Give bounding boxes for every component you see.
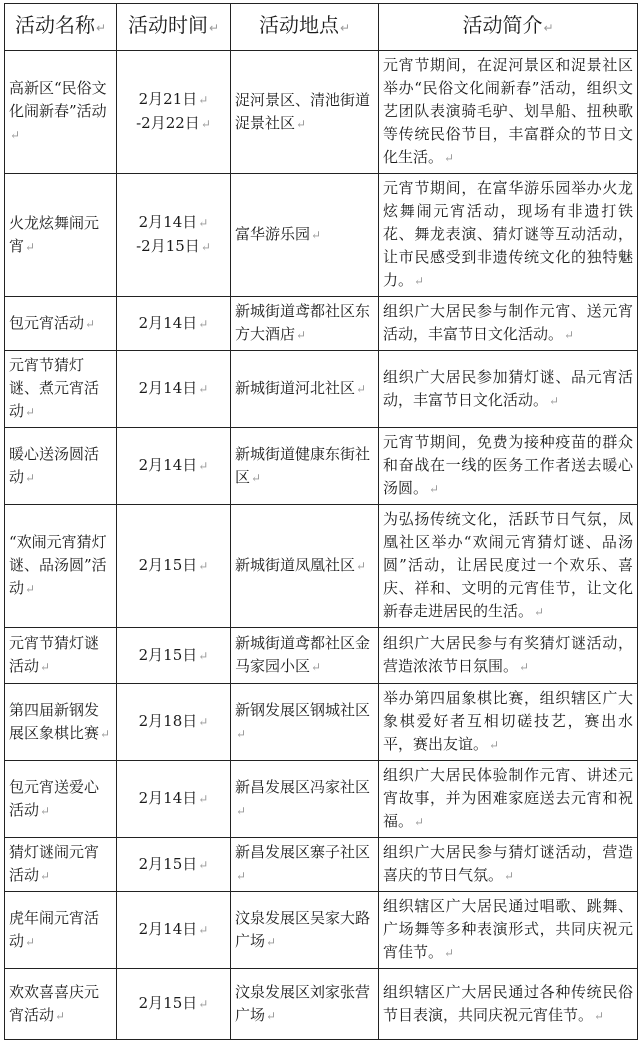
activity-time-cell: 2月14日↵ xyxy=(117,428,231,505)
activity-place-cell: 新城街道凤凰社区↵ xyxy=(231,505,379,628)
activity-desc-cell: 元宵节期间，免费为接种疫苗的群众和奋战在一线的医务工作者送去暖心汤圆。↵ xyxy=(379,428,638,505)
activity-place-cell: 新城街道鸢都社区东方大酒店↵ xyxy=(231,297,379,351)
activity-name-cell: 第四届新钢发展区象棋比赛↵ xyxy=(5,684,117,761)
activity-place-cell: 汶泉发展区吴家大路广场↵ xyxy=(231,892,379,969)
activity-desc-cell: 组织辖区广大居民通过唱歌、跳舞、广场舞等多种表演形式，共同庆祝元宵佳节。↵ xyxy=(379,892,638,969)
table-row xyxy=(5,628,638,684)
activity-name-cell: 元宵节猜灯谜、煮元宵活动↵ xyxy=(5,351,117,428)
activity-time-cell: 2月14日↵ xyxy=(117,892,231,969)
activity-time-cell: 2月14日↵ xyxy=(117,297,231,351)
table-row xyxy=(5,297,638,351)
header-place: 活动地点↵ xyxy=(231,4,379,51)
activity-time-cell: 2月15日↵ xyxy=(117,628,231,684)
activity-name-cell: 虎年闹元宵活动↵ xyxy=(5,892,117,969)
table-row xyxy=(5,969,638,1040)
activity-desc-cell: 元宵节期间，在浞河景区和浞景社区举办“民俗文化闹新春”活动，组织文艺团队表演骑毛驴、划旱船、扭秧歌等传统民俗节目，丰富群众的节日文化生活。↵ xyxy=(379,51,638,174)
activity-name-cell: 包元宵活动↵ xyxy=(5,297,117,351)
activity-place-cell: 浞河景区、清池街道浞景社区↵ xyxy=(231,51,379,174)
activity-time-cell: 2月14日↵ xyxy=(117,351,231,428)
activity-name-cell: 包元宵送爱心活动↵ xyxy=(5,761,117,838)
activity-name-cell: 元宵节猜灯谜活动↵ xyxy=(5,628,117,684)
table-row xyxy=(5,761,638,838)
activity-desc-cell: 组织广大居民体验制作元宵、讲述元宵故事，并为困难家庭送去元宵和祝福。↵ xyxy=(379,761,638,838)
activity-desc-cell: 举办第四届象棋比赛，组织辖区广大象棋爱好者互相切磋技艺，赛出水平，赛出友谊。↵ xyxy=(379,684,638,761)
activity-name-cell: 火龙炫舞闹元宵↵ xyxy=(5,174,117,297)
activity-place-cell: 新钢发展区钢城社区↵ xyxy=(231,684,379,761)
table-row xyxy=(5,351,638,428)
activity-desc-cell: 元宵节期间，在富华游乐园举办火龙炫舞闹元宵活动，现场有非遗打铁花、舞龙表演、猜灯谜等互动活动，让市民感受到非遗传统文化的独特魅力。↵ xyxy=(379,174,638,297)
activity-time-cell: 2月15日↵ xyxy=(117,505,231,628)
activity-desc-cell: 组织广大居民参与制作元宵、送元宵活动，丰富节日文化活动。↵ xyxy=(379,297,638,351)
table-row xyxy=(5,892,638,969)
activity-time-cell: 2月21日↵ -2月22日↵ xyxy=(117,51,231,174)
activity-place-cell: 新昌发展区冯家社区↵ xyxy=(231,761,379,838)
table-row xyxy=(5,838,638,892)
activity-place-cell: 富华游乐园↵ xyxy=(231,174,379,297)
activity-desc-cell: 组织广大居民参与猜灯谜活动，营造喜庆的节日气氛。↵ xyxy=(379,838,638,892)
header-row xyxy=(5,4,638,51)
table-row xyxy=(5,174,638,297)
activity-place-cell: 新城街道健康东街社区↵ xyxy=(231,428,379,505)
activity-time-cell: 2月14日↵ -2月15日↵ xyxy=(117,174,231,297)
activity-time-cell: 2月14日↵ xyxy=(117,761,231,838)
activity-desc-cell: 组织辖区广大居民通过各种传统民俗节目表演，共同庆祝元宵佳节。↵ xyxy=(379,969,638,1040)
events-table xyxy=(4,3,638,1040)
activity-name-cell: “欢闹元宵猜灯谜、品汤圆”活动↵ xyxy=(5,505,117,628)
table-row xyxy=(5,684,638,761)
activity-place-cell: 汶泉发展区刘家张营广场↵ xyxy=(231,969,379,1040)
activity-place-cell: 新城街道鸢都社区金马家园小区↵ xyxy=(231,628,379,684)
header-name: 活动名称↵ xyxy=(5,4,117,51)
activity-time-cell: 2月18日↵ xyxy=(117,684,231,761)
activity-name-cell: 欢欢喜喜庆元宵活动↵ xyxy=(5,969,117,1040)
activity-time-cell: 2月15日↵ xyxy=(117,969,231,1040)
header-desc: 活动简介↵ xyxy=(379,4,638,51)
activity-name-cell: 猜灯谜闹元宵活动↵ xyxy=(5,838,117,892)
activity-desc-cell: 组织广大居民参加猜灯谜、品元宵活动，丰富节日文化活动。↵ xyxy=(379,351,638,428)
table-row xyxy=(5,428,638,505)
activity-desc-cell: 为弘扬传统文化，活跃节日气氛，凤凰社区举办“欢闹元宵猜灯谜、品汤圆”活动，让居民度过一个欢乐、喜庆、祥和、文明的元宵佳节，让文化新春走进居民的生活。↵ xyxy=(379,505,638,628)
table-row xyxy=(5,51,638,174)
activity-name-cell: 暖心送汤圆活动↵ xyxy=(5,428,117,505)
header-time: 活动时间↵ xyxy=(117,4,231,51)
activity-time-cell: 2月15日↵ xyxy=(117,838,231,892)
activity-place-cell: 新城街道河北社区↵ xyxy=(231,351,379,428)
table-row xyxy=(5,505,638,628)
activity-name-cell: 高新区“民俗文化闹新春”活动↵ xyxy=(5,51,117,174)
activity-place-cell: 新昌发展区寨子社区↵ xyxy=(231,838,379,892)
activity-desc-cell: 组织广大居民参与有奖猜灯谜活动，营造浓浓节日氛围。↵ xyxy=(379,628,638,684)
